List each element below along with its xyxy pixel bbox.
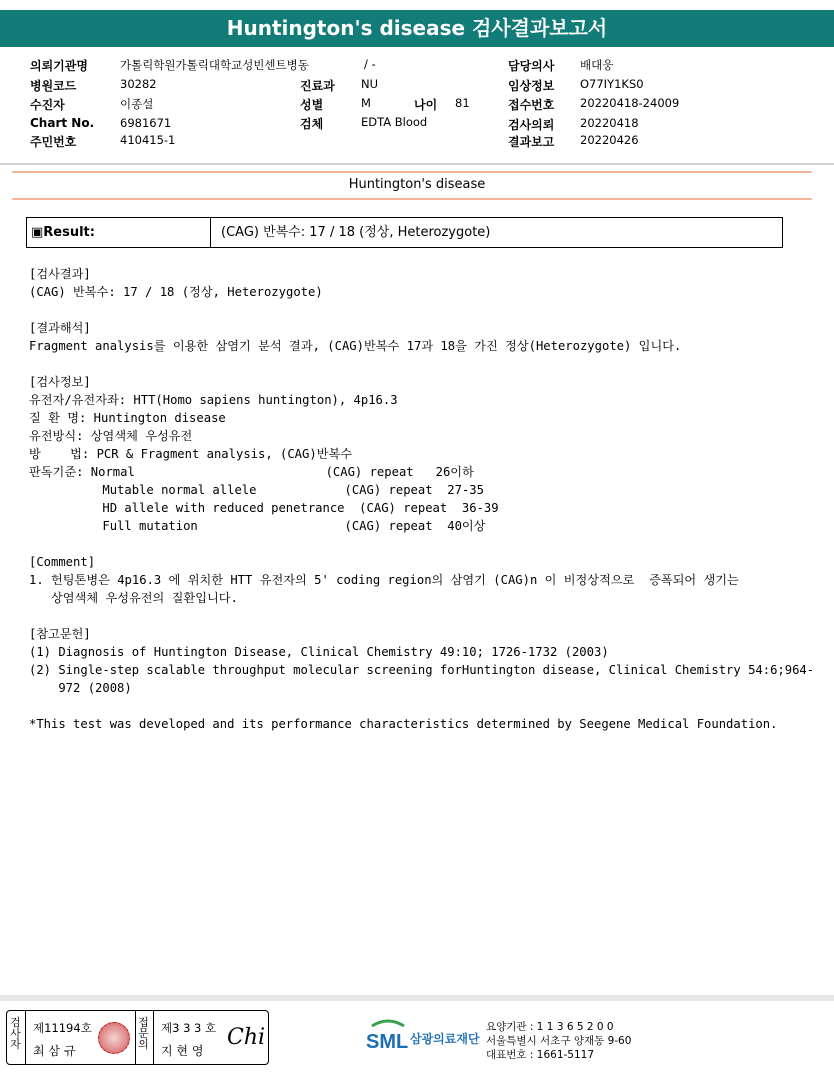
report-line: 유전방식: 상염색체 우성유전 bbox=[29, 429, 193, 443]
report-line: Mutable normal allele (CAG) repeat 27-35 bbox=[29, 483, 484, 497]
report-title: Huntington's disease 검사결과보고서 bbox=[0, 10, 834, 47]
section-rule-bottom bbox=[12, 198, 812, 200]
foundation-name: 삼광의료재단 bbox=[410, 1032, 480, 1046]
report-line bbox=[29, 355, 814, 373]
report-line: 판독기준: Normal (CAG) repeat 26이하 bbox=[29, 465, 474, 479]
sml-logo-icon bbox=[366, 1016, 410, 1056]
examiner-vlabel: 검 사 자 bbox=[10, 1016, 21, 1051]
report-line: [Comment] bbox=[29, 555, 96, 569]
report-line: 972 (2008) bbox=[29, 681, 132, 695]
report-line bbox=[29, 607, 814, 625]
report-line bbox=[29, 535, 814, 553]
report-line: [참고문헌] bbox=[29, 627, 91, 641]
report-line: [검사결과] bbox=[29, 267, 91, 281]
report-line: HD allele with reduced penetrance (CAG) repeat 36-39 bbox=[29, 501, 499, 515]
result-value: (CAG) 반복수: 17 / 18 (정상, Heterozygote) bbox=[221, 225, 491, 240]
patient-label: 수진자 bbox=[30, 98, 65, 112]
section-rule-top bbox=[12, 171, 812, 173]
sig-divider-2 bbox=[135, 1011, 136, 1064]
foundation-address: 서울특별시 서초구 양재동 9-60 bbox=[486, 1035, 632, 1047]
doctor-name: 지 현 영 bbox=[161, 1044, 204, 1058]
doctor-value: 배대웅 bbox=[580, 58, 614, 72]
report-line: Fragment analysis를 이용한 삼염기 분석 결과, (CAG)반복수 17과 18을 가진 정상(Heterozygote) 입니다. bbox=[29, 339, 682, 353]
report-body bbox=[29, 265, 814, 733]
specimen-label: 검체 bbox=[300, 117, 324, 131]
sex-value: M bbox=[361, 96, 371, 110]
footer-divider bbox=[0, 995, 834, 1001]
hospital-code-label: 병원코드 bbox=[30, 79, 77, 93]
request-date-label: 검사의뢰 bbox=[508, 118, 555, 132]
sig-divider-1 bbox=[25, 1011, 26, 1064]
doctor-license: 제3 3 3 호 bbox=[161, 1021, 217, 1035]
age-value: 81 bbox=[455, 96, 470, 110]
chart-no-value: 6981671 bbox=[120, 116, 172, 130]
examiner-name: 최 삼 규 bbox=[33, 1044, 76, 1058]
clinical-info-value: O77IY1KS0 bbox=[580, 77, 644, 91]
report-line: [검사정보] bbox=[29, 375, 91, 389]
report-line: (1) Diagnosis of Huntington Disease, Clinical Chemistry 49:10; 1726-1732 (2003) bbox=[29, 645, 609, 659]
clinical-info-label: 임상정보 bbox=[508, 79, 555, 93]
patient-value: 이종설 bbox=[120, 97, 154, 111]
result-box bbox=[26, 217, 783, 248]
report-line: *This test was developed and its performance characteristics determined by Seegene Medical Foundation. bbox=[29, 717, 778, 731]
specimen-value: EDTA Blood bbox=[361, 115, 428, 129]
doctor-label: 담당의사 bbox=[508, 59, 555, 73]
result-label: ▣Result: bbox=[27, 218, 211, 247]
examiner-license: 제11194호 bbox=[33, 1021, 92, 1035]
resident-no-value: 410415-1 bbox=[120, 133, 176, 147]
report-line: (2) Single-step scalable throughput molecular screening forHuntington disease, Clinical Chemistry 54:6;964- bbox=[29, 663, 815, 677]
confirm-vlabel: 접 문 의 bbox=[138, 1016, 149, 1051]
age-label: 나이 bbox=[414, 98, 438, 112]
report-line: (CAG) 반복수: 17 / 18 (정상, Heterozygote) bbox=[29, 285, 323, 299]
institution-code: 요양기관 : 1 1 3 6 5 2 0 0 bbox=[486, 1021, 614, 1033]
sig-divider-3 bbox=[153, 1011, 154, 1064]
institution-value: 가톨릭학원가톨릭대학교성빈센트병동 bbox=[120, 58, 309, 72]
report-line bbox=[29, 697, 814, 715]
report-line: 유전자/유전자좌: HTT(Homo sapiens huntington), 4p16.3 bbox=[29, 393, 398, 407]
report-line: 질 환 명: Huntington disease bbox=[29, 411, 226, 425]
foundation-phone: 대표번호 : 1661-5117 bbox=[486, 1049, 595, 1061]
report-date-value: 20220426 bbox=[580, 133, 639, 147]
hospital-code-value: 30282 bbox=[120, 77, 157, 91]
doctor-signature: Chi bbox=[227, 1025, 266, 1050]
dept-value: NU bbox=[361, 77, 379, 91]
chart-no-label: Chart No. bbox=[30, 116, 95, 130]
report-line: 1. 헌팅톤병은 4p16.3 에 위치한 HTT 유전자의 5' coding region의 삼염기 (CAG)n 이 비정상적으로 증폭되어 생기는 bbox=[29, 573, 739, 587]
receipt-no-label: 접수번호 bbox=[508, 98, 555, 112]
svg-text:SML: SML bbox=[366, 1031, 409, 1053]
ward-value: / - bbox=[364, 57, 376, 71]
signature-box bbox=[6, 1010, 269, 1065]
receipt-no-value: 20220418-24009 bbox=[580, 96, 680, 110]
report-line: 방 법: PCR & Fragment analysis, (CAG)반복수 bbox=[29, 447, 353, 461]
section-title: Huntington's disease bbox=[348, 177, 486, 192]
report-line: [결과해석] bbox=[29, 321, 91, 335]
report-date-label: 결과보고 bbox=[508, 135, 555, 149]
header-divider bbox=[0, 163, 834, 165]
institution-label: 의뢰기관명 bbox=[30, 59, 88, 73]
request-date-value: 20220418 bbox=[580, 116, 639, 130]
report-line: 상염색체 우성유전의 질환입니다. bbox=[29, 591, 238, 605]
sex-label: 성별 bbox=[300, 98, 324, 112]
report-line bbox=[29, 301, 814, 319]
report-line: Full mutation (CAG) repeat 40이상 bbox=[29, 519, 486, 533]
resident-no-label: 주민번호 bbox=[30, 135, 77, 149]
dept-label: 진료과 bbox=[300, 79, 335, 93]
examiner-seal-icon bbox=[98, 1022, 130, 1054]
